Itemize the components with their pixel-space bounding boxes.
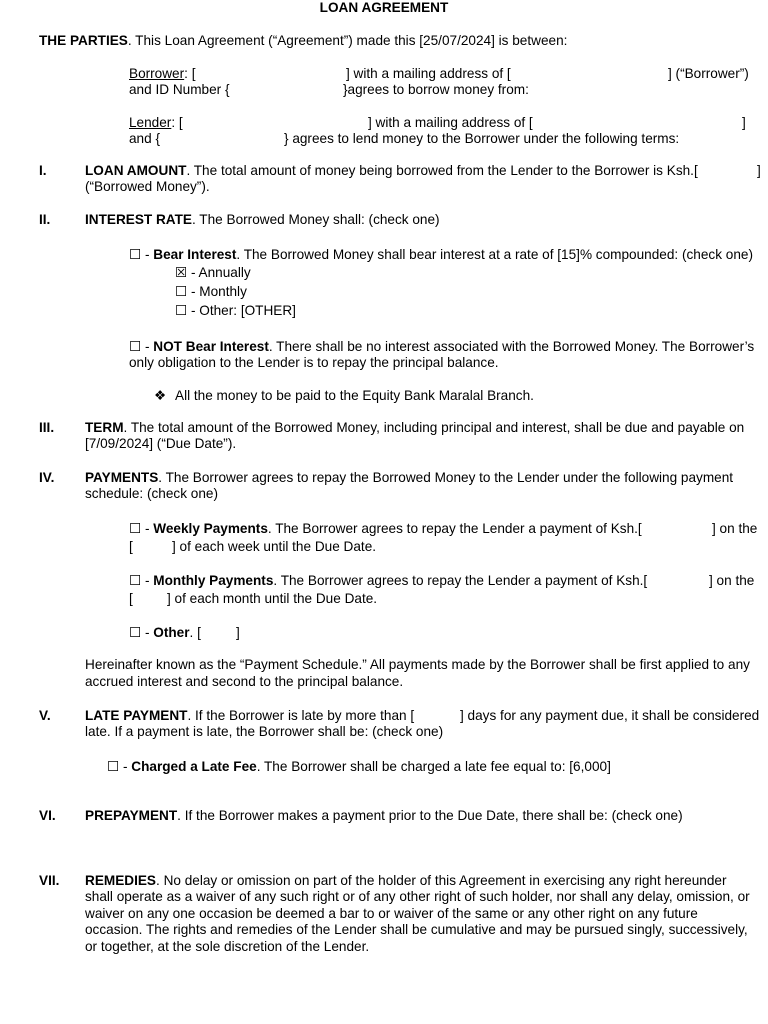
remedies-text: . No delay or omission on part of the holder of this Agreement in exercising any right hereunder xyxy=(156,873,727,888)
lender-agrees-text: } agrees to lend money to the Borrower under the following terms: xyxy=(284,131,680,146)
lender-label: Lender xyxy=(129,115,172,130)
checkbox-icon[interactable]: ☐ - xyxy=(129,247,154,262)
payment-schedule-note-2: accrued interest and second to the principal balance. xyxy=(85,674,404,689)
weekly-payments-text: . The Borrower agrees to repay the Lender a payment of Ksh.[ xyxy=(267,521,642,536)
checkbox-icon[interactable]: ☐ - xyxy=(107,759,132,774)
remedies-line-2: shall operate as a waiver of any such right or of any other right of such holder, nor shall any delay, omission, or xyxy=(85,889,750,904)
payments-line-2: schedule: (check one) xyxy=(85,486,218,501)
late-payment-line-1 xyxy=(85,708,414,724)
section-number-5: V. xyxy=(39,708,51,723)
payments-text: . The Borrower agrees to repay the Borrowed Money to the Lender under the following payment xyxy=(158,470,734,485)
late-payment-text: . If the Borrower is late by more than [ xyxy=(187,708,415,723)
term-text: . The total amount of the Borrowed Money, including principal and interest, shall be due and payable on xyxy=(123,420,745,435)
borrower-designation: ] (“Borrower”) xyxy=(668,66,749,81)
late-payment-heading: LATE PAYMENT xyxy=(85,708,188,723)
late-fee-heading: Charged a Late Fee xyxy=(131,759,257,774)
borrower-name-open: : [ xyxy=(184,66,196,81)
bear-interest-text: . The Borrowed Money shall bear interest at a rate of [15]% compounded: (check one) xyxy=(236,247,753,262)
section-number-3: III. xyxy=(39,420,55,435)
section-number-2: II. xyxy=(39,212,51,227)
lender-address-label: ] with a mailing address of [ xyxy=(368,115,533,130)
interest-rate-text: . The Borrowed Money shall: (check one) xyxy=(192,212,440,227)
section-number-6: VI. xyxy=(39,808,56,823)
late-fee-option xyxy=(107,759,611,775)
prepayment-heading: PREPAYMENT xyxy=(85,808,178,823)
weekly-payments-option xyxy=(129,521,642,537)
borrower-line-1 xyxy=(129,66,196,82)
option-monthly[interactable]: ☐ - Monthly xyxy=(175,284,247,299)
monthly-payments-text: . The Borrower agrees to repay the Lender a payment of Ksh.[ xyxy=(273,573,648,588)
section-number-7: VII. xyxy=(39,873,60,888)
prepayment-text: . If the Borrower makes a payment prior to the Due Date, there shall be: (check one) xyxy=(177,808,683,823)
other-payments-close: ] xyxy=(236,625,240,640)
weekly-payments-heading: Weekly Payments xyxy=(153,521,268,536)
term-heading: TERM xyxy=(85,420,124,435)
payment-schedule-note-1: Hereinafter known as the “Payment Schedule.” All payments made by the Borrower shall be first applied to any xyxy=(85,657,750,672)
remedies-line-3: waiver on any one occasion be deemed a bar to or waiver of the same or any other right on any future xyxy=(85,906,698,921)
borrower-label: Borrower xyxy=(129,66,185,81)
not-bear-interest-heading: NOT Bear Interest xyxy=(153,339,269,354)
checkbox-icon[interactable]: ☐ - xyxy=(129,573,154,588)
lender-name-open: : [ xyxy=(171,115,183,130)
parties-text: . This Loan Agreement (“Agreement”) made this [25/07/2024] is between: xyxy=(127,33,568,48)
bank-note: All the money to be paid to the Equity Bank Maralal Branch. xyxy=(175,388,534,403)
remedies-line-1 xyxy=(85,873,727,889)
interest-rate-line xyxy=(85,212,440,228)
weekly-payments-close: ] on the xyxy=(712,521,758,536)
option-annually[interactable]: ☒ - Annually xyxy=(175,265,251,280)
loan-amount-heading: LOAN AMOUNT xyxy=(85,163,187,178)
bullet-icon: ❖ xyxy=(154,388,167,403)
option-other[interactable]: ☐ - Other: [OTHER] xyxy=(175,303,296,318)
borrower-id-label: and ID Number { xyxy=(129,82,230,97)
lender-id-label: and { xyxy=(129,131,160,146)
lender-address-close: ] xyxy=(742,115,746,130)
weekly-day-text: ] of each week until the Due Date. xyxy=(172,539,377,554)
payments-line-1 xyxy=(85,470,733,486)
parties-paragraph xyxy=(39,33,567,49)
late-payment-text-cont: ] days for any payment due, it shall be considered xyxy=(460,708,760,723)
remedies-line-5: or together, at the sole discretion of the Lender. xyxy=(85,939,370,954)
term-line-2: [7/09/2024] (“Due Date”). xyxy=(85,436,237,451)
checkbox-icon[interactable]: ☐ - xyxy=(129,339,154,354)
not-bear-interest-text-2: only obligation to the Lender is to repay the principal balance. xyxy=(129,355,499,370)
document-title: LOAN AGREEMENT xyxy=(319,0,449,15)
other-payments-text: . [ xyxy=(189,625,201,640)
borrower-address-label: ] with a mailing address of [ xyxy=(346,66,511,81)
bear-interest-option xyxy=(129,247,753,263)
remedies-heading: REMEDIES xyxy=(85,873,157,888)
parties-heading: THE PARTIES xyxy=(39,33,128,48)
monthly-day-text: ] of each month until the Due Date. xyxy=(167,591,378,606)
checkbox-icon[interactable]: ☐ - xyxy=(129,625,154,640)
section-number-4: IV. xyxy=(39,470,55,485)
checkbox-icon[interactable]: ☐ - xyxy=(129,521,154,536)
bear-interest-heading: Bear Interest xyxy=(153,247,237,262)
loan-amount-text: . The total amount of money being borrowed from the Lender to the Borrower is Ksh.[ xyxy=(186,163,698,178)
monthly-payments-heading: Monthly Payments xyxy=(153,573,274,588)
term-line-1 xyxy=(85,420,744,436)
not-bear-interest-text: . There shall be no interest associated with the Borrowed Money. The Borrower’s xyxy=(268,339,755,354)
remedies-line-4: occasion. The rights and remedies of the Lender shall be cumulative and may be pursued singly, successively, xyxy=(85,922,748,937)
section-number-1: I. xyxy=(39,163,47,178)
late-payment-line-2: late. If a payment is late, the Borrower shall be: (check one) xyxy=(85,724,444,739)
loan-amount-line-2: (“Borrowed Money”). xyxy=(85,179,210,194)
loan-amount-line-1 xyxy=(85,163,698,179)
monthly-payments-option xyxy=(129,573,647,589)
not-bear-interest-option xyxy=(129,339,754,355)
monthly-day-open: [ xyxy=(129,591,133,606)
prepayment-line xyxy=(85,808,683,824)
interest-rate-heading: INTEREST RATE xyxy=(85,212,192,227)
loan-amount-close: ] xyxy=(757,163,761,178)
monthly-payments-close: ] on the xyxy=(709,573,755,588)
weekly-day-open: [ xyxy=(129,539,133,554)
lender-line-1 xyxy=(129,115,183,131)
other-payments-heading: Other xyxy=(153,625,190,640)
borrower-agrees-text: }agrees to borrow money from: xyxy=(343,82,529,97)
late-fee-text: . The Borrower shall be charged a late fee equal to: [6,000] xyxy=(256,759,611,774)
other-payments-option xyxy=(129,625,201,641)
payments-heading: PAYMENTS xyxy=(85,470,159,485)
